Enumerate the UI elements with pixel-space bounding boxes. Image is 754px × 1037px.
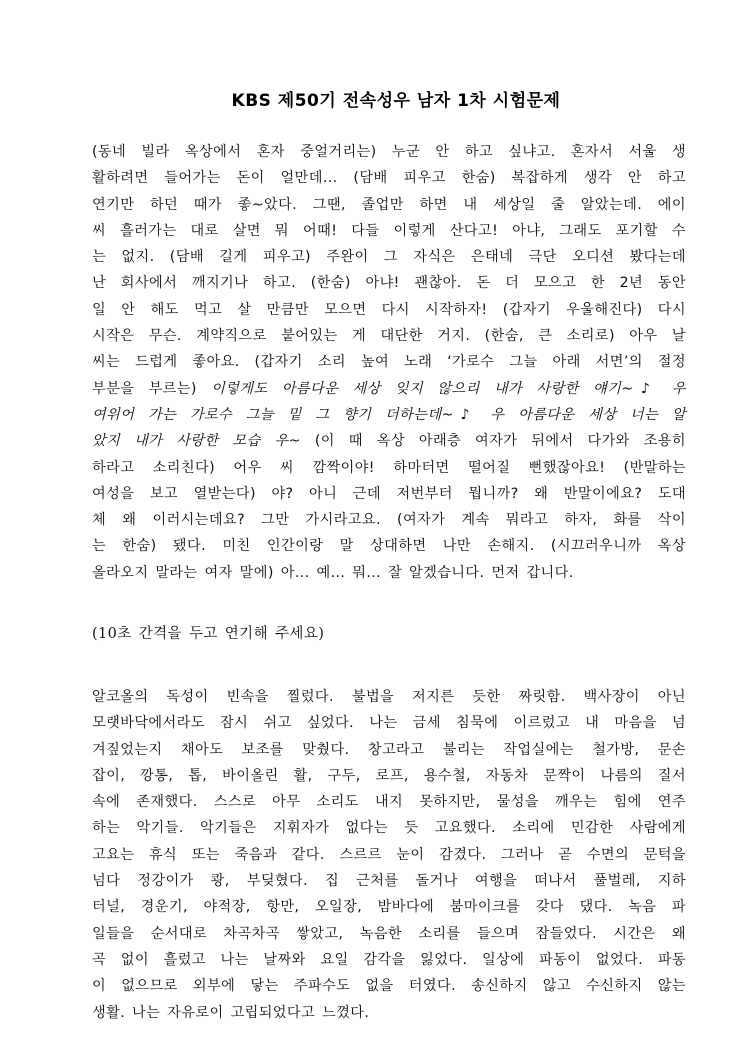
text-line: 연기만 하던 때가 좋~았다. 그땐, 졸업만 하면 내 세상일 줄 알았는데. 에이 — [92, 196, 686, 213]
text-line: (동네 빌라 옥상에서 혼자 중얼거리는) 누군 안 하고 싶냐고. 혼자서 서울 생 — [92, 144, 686, 160]
text-line: 활하려면 들어가는 돈이 얼만데... (담배 피우고 한숨) 복잡하게 생각 안 하고 — [92, 170, 686, 187]
text-line: 잡이, 깡통, 톱, 바이올린 활, 구두, 로프, 용수철, 자동차 문짝이 나름의 질서 — [92, 767, 686, 784]
text-line: 고요는 휴식 또는 죽음과 같다. 스르르 눈이 감겼다. 그러나 곧 수면의 문턱을 — [92, 846, 686, 863]
passage-1 — [92, 139, 686, 586]
passage-2 — [92, 684, 686, 1026]
song-lyrics: 여위어 가는 가로수 그늘 밑 그 향기 더하는데~♪ 우 아름다운 세상 너는 알 — [92, 406, 686, 423]
song-line — [92, 428, 686, 454]
text-line: 는 없지. (담배 길게 피우고) 주완이 그 자식은 은태네 극단 오디션 봤다는데 — [92, 249, 686, 266]
instruction: (10초 간격을 두고 연기해 주세요) — [92, 626, 325, 642]
text-line: 하는 악기들. 악기들은 지휘자가 없다는 듯 고요했다. 소리에 민감한 사람에게 — [92, 820, 686, 837]
text-line: 모랫바닥에서라도 잠시 쉬고 싶었다. 나는 금세 침묵에 이르렀고 내 마음을 넘 — [92, 715, 686, 732]
stage-direction: 부분을 부르는) — [92, 380, 212, 397]
text-line: 속에 존재했다. 스스로 아무 소리도 내지 못하지만, 물성을 깨우는 힘에 연주 — [92, 794, 686, 811]
text-line: 시작은 무슨. 계약직으로 붙어있는 게 대단한 거지. (한숨, 큰 소리로) 아우 날 — [92, 328, 686, 345]
song-line — [92, 376, 686, 402]
text-line: 겨짚었는지 채아도 보조를 맞췄다. 창고라고 불리는 작업실에는 철가방, 문손 — [92, 741, 686, 758]
text-line: 일들을 순서대로 차곡차곡 쌓았고, 녹음한 소리를 들으며 잠들었다. 시간은 왜 — [92, 925, 686, 942]
stage-direction: (이 때 옥상 아래층 여자가 뒤에서 다가와 조용히 — [300, 433, 686, 450]
text-line: 일 안 해도 먹고 살 만큼만 모으면 다시 시작하자! (갑자기 우울해진다) 다시 — [92, 301, 686, 318]
text-line: 올라오지 말라는 여자 말에) 아... 예... 뭐... 잘 알겠습니다. 먼저 갑니다. — [92, 564, 574, 581]
text-line: 이 없으므로 외부에 닿는 주파수도 없을 터였다. 송신하지 않고 수신하지 않는 — [92, 978, 686, 995]
text-line: 생활. 나는 자유로이 고립되었다고 느꼈다. — [92, 1004, 370, 1021]
document-title: KBS 제50기 전속성우 남자 1차 시험문제 — [231, 91, 561, 111]
text-line: 난 회사에서 깨지기나 하고. (한숨) 아냐! 괜찮아. 돈 더 모으고 한 2년 동안 — [92, 275, 686, 292]
song-lyrics: 았지 내가 사랑한 모습 우~ — [92, 433, 301, 450]
text-line: 씨는 드럽게 좋아요. (갑자기 소리 높여 노래 ‘가로수 그늘 아래 서면’의 절정 — [92, 354, 686, 371]
text-line: 씨 흘러가는 대로 살면 뭐 어때! 다들 이렇게 산다고! 아냐, 그래도 포기할 수 — [92, 222, 686, 239]
song-lyrics: 이렇게도 아름다운 세상 잊지 않으리 내가 사랑한 얘기~♪ 우 — [211, 380, 686, 397]
text-line: 는 한숨) 됐다. 미친 인간이랑 말 상대하면 나만 손해지. (시끄러우니까 옥상 — [92, 538, 686, 555]
text-line: 체 왜 이러시는데요? 그만 가시라고요. (여자가 계속 뭐라고 하자, 화를 삭이 — [92, 512, 686, 529]
text-line: 곡 없이 흘렀고 나는 날짜와 요일 감각을 잃었다. 일상에 파동이 없었다. 파동 — [92, 951, 686, 968]
text-line: 알코올의 독성이 빈속을 찔렀다. 불법을 저지른 듯한 짜릿함. 백사장이 아닌 — [92, 689, 686, 705]
text-line: 터널, 경운기, 야적장, 항만, 오일장, 밤바다에 붐마이크를 갖다 댔다. 녹음 파 — [92, 899, 686, 916]
text-line: 여성을 보고 열받는다) 야? 아니 근데 저번부터 뭡니까? 왜 반말이에요? 도대 — [92, 485, 686, 502]
text-line: 넘다 정강이가 쾅, 부딪혔다. 집 근처를 돌거나 여행을 떠나서 풀벌레, 지하 — [92, 873, 686, 890]
text-line: 하라고 소리친다) 어우 씨 깜짝이야! 하마터면 떨어질 뻔했잖아요! (반말하는 — [92, 459, 686, 476]
